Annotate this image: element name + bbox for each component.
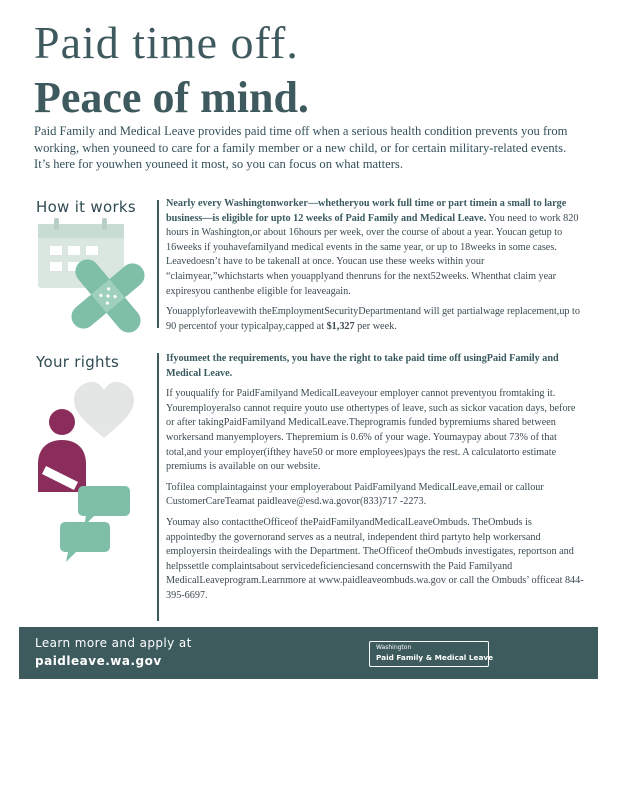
how-it-works-p1-rest: You need to work 820 hours in Washington,or about 16hours per week, over the course of about a year. Youcan getup to 16weeks if youhavefamilyand medical events in the same year, or up to 18weeks in some cases. Leavedoesn’t have to be takenall at once. Youcan use these weeks within your “claimyear,”whichstarts when youapplyand thenruns for the next52weeks. Whenthat claim year expiresyou canthenbe eligible for leaveagain. <box>166 212 579 297</box>
heart-icon <box>74 382 134 438</box>
how-it-works-p2-after: per week. <box>357 320 397 332</box>
how-it-works-paragraph-1 <box>166 197 584 299</box>
how-it-works-paragraph-2 <box>166 305 584 334</box>
your-rights-paragraph-2: Tofilea complaintagainst your employerabout PaidFamilyand MedicalLeave,email or callour CustomerCareTeamat paidleave@esd.wa.govor(833)717 -2273. <box>166 481 544 508</box>
calendar-bandage-illustration <box>34 218 152 344</box>
rights-illustration <box>34 376 144 572</box>
your-rights-paragraph-1: If youqualify for PaidFamilyand MedicalLeaveyour employer cannot preventyou fromtaking it. Youremployeralso cannot require youto use othertypes of leave, such as sickor vacation days, before or after takingPaidFamilyand MedicalLeave.Theprogramis funded bypremiums shared between workersand manyemployers. Thepremium is 0.6% of your wage. Youmaypay about 73% of that total,and your employer(ifthey have50 or more employees)pays the rest. A calculatorto estimate premiums is available on our website. <box>166 388 576 473</box>
your-rights-heading: Your rights <box>36 353 120 371</box>
your-rights-body <box>166 352 584 610</box>
person-sling-icon <box>38 409 86 492</box>
benefit-cap-amount: $1,327 <box>326 320 355 332</box>
paid-leave-logo <box>369 641 494 667</box>
footer-learn-more: Learn more and apply at <box>35 636 192 650</box>
intro-paragraph: Paid Family and Medical Leave provides paid time off when a serious health condition prevents you from working, when youneed to care for a family member or a new child, or for certain military-related events. It’s here for youwhen youneed it most, so you can focus on what matters. <box>34 124 568 171</box>
logo-state-label: Washington <box>376 644 412 651</box>
how-it-works-heading: How it works <box>36 198 137 216</box>
logo-program-name: Paid Family & Medical Leave <box>376 653 494 662</box>
footer-banner <box>19 627 598 679</box>
how-it-works-lead: Nearly every Washingtonworker—whetheryou work full time or part timein a small to large business—is eligible for upto 12 weeks of Paid Family and Medical Leave. <box>166 198 567 224</box>
how-it-works-p2-text: Youapplyforleavewith theEmploymentSecurityDepartmentand will get partialwage replacement,up to 90 percentof your typicalpay,capped at <box>166 306 580 332</box>
how-it-works-body <box>166 197 584 340</box>
title-line-1: Paid time off. <box>34 17 299 68</box>
your-rights-paragraph-3: Youmay also contacttheOfficeof thePaidFamilyandMedicalLeaveOmbuds. TheOmbuds is appointedby the governorand serves as a neutral, independent third partyto help workersand employersin theirdealings with the Department. TheOfficeof theOmbuds investigates, reportson and helpssettle complaintsabout servicedeficienciesand concernswith the Paid Familyand MedicalLeaveprogram.Learnmore at www.paidleaveombuds.wa.gov or call the Ombuds’ officeat 844-395-6697. <box>166 516 584 601</box>
chat-bubbles-icon <box>60 486 130 562</box>
divider-your-rights <box>157 353 159 621</box>
divider-how-it-works <box>157 200 159 328</box>
your-rights-lead: Ifyoumeet the requirements, you have the right to take paid time off usingPaid Family and Medical Leave. <box>166 353 559 379</box>
title-line-2: Peace of mind. <box>34 73 309 122</box>
footer-website-link[interactable]: paidleave.wa.gov <box>35 654 162 668</box>
